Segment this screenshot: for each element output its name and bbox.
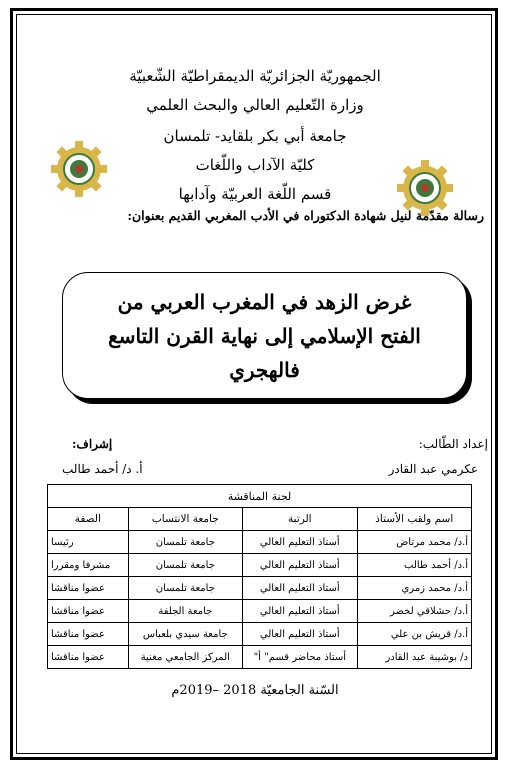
thesis-title-line-3: فالهجري (229, 358, 300, 382)
member-name: د/ بوشيبة عبد القادر (357, 646, 471, 669)
committee-header-row (48, 508, 472, 531)
member-rank: أستاذ محاضر قسم" أ" (243, 646, 357, 669)
table-row (48, 623, 472, 646)
column-header: جامعة الانتساب (128, 508, 242, 531)
member-role: عضوا مناقشا (48, 577, 129, 600)
member-university: جامعة الجلفة (128, 600, 242, 623)
header-ministry: وزارة التّعليم العالي والبحث العلمي (146, 96, 364, 114)
member-rank: أستاذ التعليم العالي (243, 623, 357, 646)
university-seal-left-icon (48, 138, 110, 200)
table-row (48, 531, 472, 554)
member-role: مشرفا ومقررا (48, 554, 129, 577)
member-name: أ.د/ أحمد طالب (357, 554, 471, 577)
table-row (48, 577, 472, 600)
member-role: رئيسا (48, 531, 129, 554)
member-university: جامعة تلمسان (128, 554, 242, 577)
header-university: جامعة أبي بكر بلقايد- تلمسان (163, 127, 347, 145)
thesis-title-box (62, 272, 467, 399)
header-republic: الجمهوريّة الجزائريّة الديمقراطيّة الشّعبيّة (129, 67, 381, 85)
student-label: إعداد الطّالب: (418, 437, 488, 451)
header-faculty: كليّة الآداب واللّغات (195, 156, 315, 174)
column-header: الصفة (48, 508, 129, 531)
member-name: أ.د/ محمد مرتاض (357, 531, 471, 554)
member-role: عضوا مناقشا (48, 646, 129, 669)
table-row (48, 554, 472, 577)
supervisor-name: أ. د/ أحمد طالب (62, 462, 143, 476)
member-role: عضوا مناقشا (48, 600, 129, 623)
column-header: اسم ولقب الأستاذ (357, 508, 471, 531)
member-rank: أستاذ التعليم العالي (243, 600, 357, 623)
thesis-intro: رسالة مقدّمة لنيل شهادة الدكتوراه في الأدب المغربي القديم بعنوان: (127, 208, 484, 223)
member-rank: أستاذ التعليم العالي (243, 554, 357, 577)
member-university: المركز الجامعي مغنية (128, 646, 242, 669)
member-university: جامعة سيدي بلعباس (128, 623, 242, 646)
member-role: عضوا مناقشا (48, 623, 129, 646)
table-row (48, 600, 472, 623)
supervisor-label: إشراف: (72, 437, 113, 451)
student-name: عكرمي عبد القادر (388, 462, 478, 476)
member-rank: أستاذ التعليم العالي (243, 577, 357, 600)
column-header: الرتبة (243, 508, 357, 531)
member-name: أ.د/ قريش بن علي (357, 623, 471, 646)
committee-caption: لجنة المناقشة (48, 485, 472, 508)
member-name: أ.د/ محمد زمري (357, 577, 471, 600)
member-rank: أستاذ التعليم العالي (243, 531, 357, 554)
member-name: أ.د/ حشلاقي لخضر (357, 600, 471, 623)
header-department: قسم اللّغة العربيّة وآدابها (178, 185, 332, 203)
committee-table (47, 484, 472, 669)
member-university: جامعة تلمسان (128, 531, 242, 554)
member-university: جامعة تلمسان (128, 577, 242, 600)
thesis-title-line-1: غرض الزهد في المغرب العربي من (117, 290, 412, 314)
academic-year: السّنة الجامعيّة 2018 –2019م (171, 683, 339, 698)
thesis-title-line-2: الفتح الإسلامي إلى نهاية القرن التاسع (108, 324, 421, 348)
table-row (48, 646, 472, 669)
